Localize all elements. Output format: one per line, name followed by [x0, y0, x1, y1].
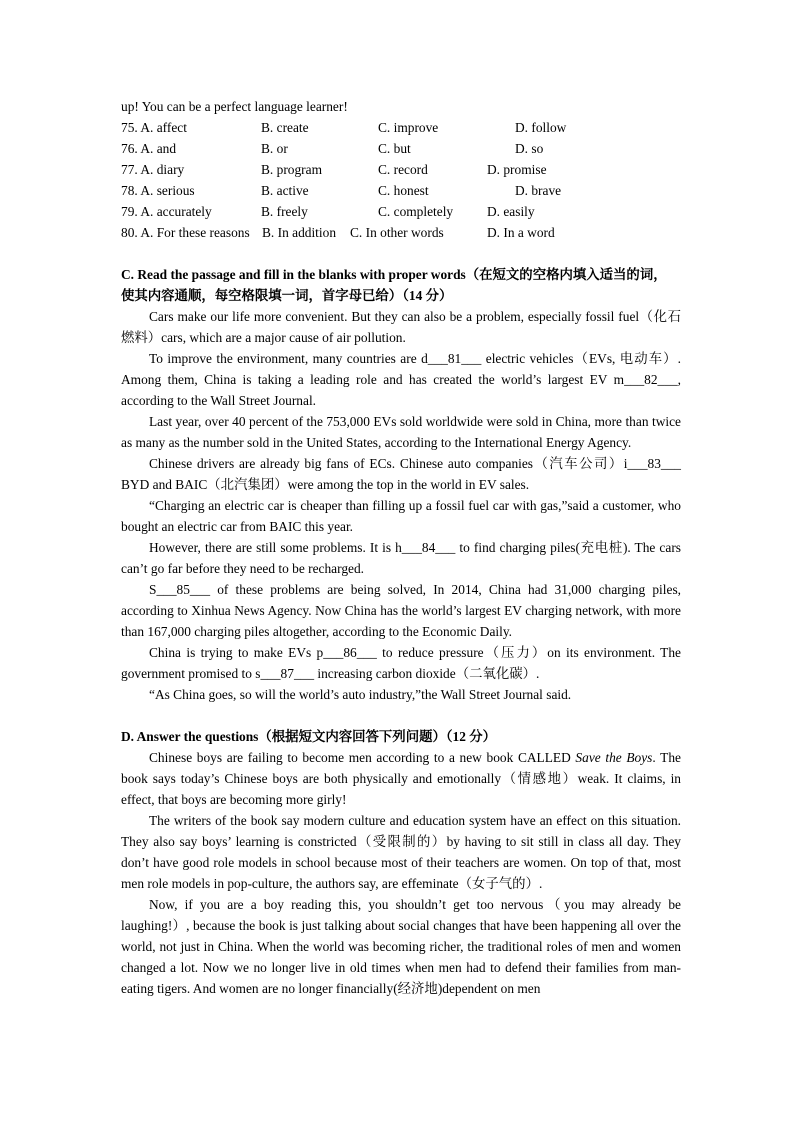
option-a: 78. A. serious	[121, 183, 195, 198]
passage-paragraph: Last year, over 40 percent of the 753,000 EVs sold worldwide were sold in China, more than twice as many as the number sold in the United States, according to the International Energy Agency.	[121, 414, 681, 450]
option-b: B. or	[261, 141, 288, 156]
option-row-78	[121, 180, 681, 201]
option-d: D. brave	[515, 183, 562, 198]
option-c: C. honest	[378, 183, 429, 198]
option-c: C. record	[378, 162, 428, 177]
passage-paragraph: “Charging an electric car is cheaper than filling up a fossil fuel car with gas,”said a customer, who bought an electric car from BAIC this year.	[121, 498, 681, 534]
passage-paragraph: Chinese drivers are already big fans of ECs. Chinese auto companies（汽车公司）i___83___ BYD and BAIC（北汽集团）were among the top in the world in EV sales.	[121, 456, 681, 492]
option-b: B. program	[261, 162, 322, 177]
option-b: B. In addition	[262, 225, 337, 240]
multiple-choice-options	[121, 117, 681, 243]
option-row-80	[121, 222, 681, 243]
option-a: 80. A. For these reasons	[121, 225, 250, 240]
option-a: 79. A. accurately	[121, 204, 212, 219]
passage-paragraph: Now, if you are a boy reading this, you shouldn’t get too nervous（you may already be laughing!）, because the book is just talking about social changes that have been happening all over the world, not just in China. When the world was becoming richer, the traditional roles of men and women changed a lot. Now we no longer live in old times when men had to defend their families from man-eating tigers. And women are no longer financially(经济地)dependent on men	[121, 897, 681, 996]
option-c: C. but	[378, 141, 411, 156]
passage-paragraph: To improve the environment, many countries are d___81___ electric vehicles（EVs, 电动车）. Among them, China is taking a leading role and has created the world’s largest EV m___82___, according to the Wall Street Journal.	[121, 351, 681, 408]
option-row-76	[121, 138, 681, 159]
option-c: C. completely	[378, 204, 454, 219]
passage-paragraph: China is trying to make EVs p___86___ to reduce pressure（压力）on its environment. The government promised to s___87___ increasing carbon dioxide（二氧化碳）.	[121, 645, 681, 681]
option-c: C. In other words	[350, 225, 444, 240]
option-a: 75. A. affect	[121, 120, 187, 135]
document-page	[121, 96, 681, 999]
option-d: D. follow	[515, 120, 567, 135]
option-d: D. promise	[487, 162, 547, 177]
passage-paragraph: S___85___ of these problems are being solved, In 2014, China had 31,000 charging piles, according to Xinhua News Agency. Now China has the world’s largest EV charging network, with more than 167,000 charging piles altogether, according to the Economic Daily.	[121, 582, 681, 639]
passage-paragraph: However, there are still some problems. It is h___84___ to find charging piles(充电桩). The cars can’t go far before they need to be recharged.	[121, 540, 681, 576]
option-d: D. so	[515, 141, 544, 156]
section-c-heading-line1: C. Read the passage and fill in the blanks with proper words（在短文的空格内填入适当的词，	[121, 267, 667, 282]
section-d-heading: D. Answer the questions（根据短文内容回答下列问题）（12 分）	[121, 729, 497, 744]
section-c-heading-line2: 使其内容通顺，每空格限填一词，首字母已给）（14 分）	[121, 288, 453, 303]
option-row-79	[121, 201, 681, 222]
option-b: B. freely	[261, 204, 308, 219]
section-d	[121, 726, 681, 999]
option-d: D. In a word	[487, 225, 555, 240]
option-a: 77. A. diary	[121, 162, 185, 177]
option-row-75	[121, 117, 681, 138]
option-b: B. create	[261, 120, 309, 135]
option-c: C. improve	[378, 120, 439, 135]
passage-paragraph	[121, 747, 681, 810]
book-title: Save the Boys	[575, 750, 653, 765]
option-a: 76. A. and	[121, 141, 177, 156]
passage-paragraph: “As China goes, so will the world’s auto industry,”the Wall Street Journal said.	[149, 687, 572, 702]
paragraph-text: . The book says today’s Chinese boys are both physically and emotionally（情感地）weak. It claims, in effect, that boys are becoming more girly!	[121, 750, 681, 807]
passage-paragraph: Cars make our life more convenient. But they can also be a problem, especially fossil fuel（化石燃料）cars, which are a major cause of air pollution.	[121, 309, 681, 345]
paragraph-text: Chinese boys are failing to become men according to a new book CALLED	[149, 750, 576, 765]
previous-passage-tail: up! You can be a perfect language learner!	[121, 99, 348, 114]
option-row-77	[121, 159, 681, 180]
option-b: B. active	[261, 183, 309, 198]
option-d: D. easily	[487, 204, 535, 219]
passage-paragraph: The writers of the book say modern culture and education system have an effect on this situation. They also say boys’ learning is constricted（受限制的）by having to sit still in class all day. They don’t have good role models in school because most of their teachers are women. On top of that, most men role models in pop-culture, the authors say, are effeminate（女子气的）.	[121, 813, 681, 891]
section-c	[121, 264, 681, 705]
